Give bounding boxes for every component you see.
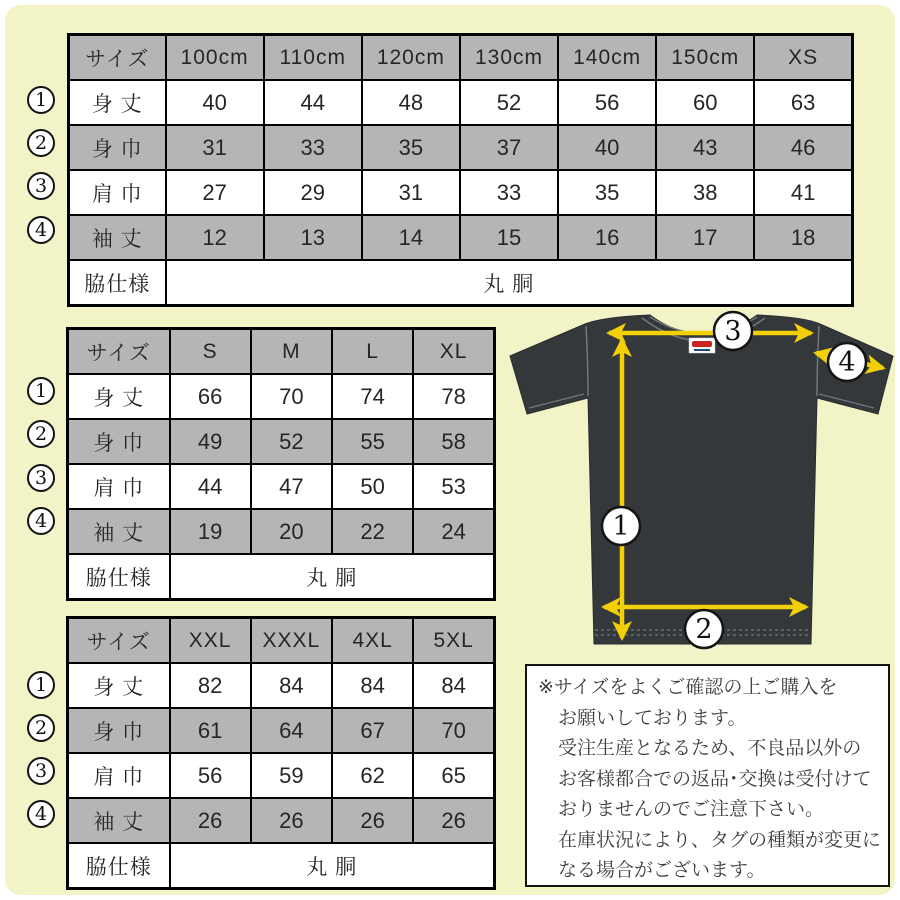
table-row: [68, 798, 495, 843]
brand-label-blue-mark: [694, 349, 710, 351]
value-cell: 61: [170, 708, 251, 753]
value-cell: 26: [170, 798, 251, 843]
notice-line: なる場合がございます。: [558, 860, 766, 881]
header-cell: 140cm: [558, 35, 656, 81]
notice-line: 受注生産となるため、不良品以外の: [558, 738, 862, 759]
value-cell: 49: [170, 419, 251, 464]
callout-circle-2: 2: [27, 714, 55, 742]
row-label-cell: 身 丈: [69, 80, 166, 125]
table-footer-row: [69, 260, 853, 306]
row-label-cell: 身 巾: [69, 125, 166, 170]
value-cell: 84: [332, 663, 413, 708]
value-cell: 17: [656, 215, 754, 260]
footer-label-cell: 脇仕様: [69, 260, 166, 306]
table-row: [68, 464, 495, 509]
header-cell: S: [170, 329, 251, 375]
callout-circle-3: 3: [27, 172, 55, 200]
callout-circle-3: 3: [27, 757, 55, 785]
header-cell: XL: [413, 329, 494, 375]
table-row: [68, 374, 495, 419]
table-row: [69, 125, 853, 170]
tshirt-diagram: [505, 308, 897, 656]
table-row: [68, 509, 495, 554]
footer-label-cell: 脇仕様: [68, 554, 170, 600]
value-cell: 38: [656, 170, 754, 215]
value-cell: 46: [754, 125, 852, 170]
row-label-cell: 肩 巾: [68, 464, 170, 509]
value-cell: 60: [656, 80, 754, 125]
diagram-callout-4: 4: [838, 347, 856, 378]
table-header-row: [69, 35, 853, 81]
row-label-cell: 袖 丈: [69, 215, 166, 260]
diagram-callout-1: 1: [612, 511, 630, 542]
brand-label-red-mark: [692, 341, 712, 347]
notice-line: 在庫状況により、タグの種類が変更に: [558, 829, 882, 851]
value-cell: 40: [558, 125, 656, 170]
header-cell: 150cm: [656, 35, 754, 81]
header-cell: 120cm: [362, 35, 460, 81]
callout-circle-3: 3: [27, 464, 55, 492]
value-cell: 64: [251, 708, 332, 753]
value-cell: 59: [251, 753, 332, 798]
value-cell: 31: [166, 125, 264, 170]
value-cell: 19: [170, 509, 251, 554]
value-cell: 48: [362, 80, 460, 125]
size-table-kids: [67, 33, 854, 307]
table-row: [69, 215, 853, 260]
value-cell: 12: [166, 215, 264, 260]
value-cell: 26: [332, 798, 413, 843]
header-cell: 4XL: [332, 618, 413, 664]
callout-circle-2: 2: [27, 420, 55, 448]
callout-circle-4: 4: [27, 216, 55, 244]
size-table-adult: [66, 327, 496, 601]
row-label-cell: 身 丈: [68, 663, 170, 708]
value-cell: 65: [413, 753, 494, 798]
value-cell: 33: [460, 170, 558, 215]
value-cell: 40: [166, 80, 264, 125]
row-label-cell: 肩 巾: [69, 170, 166, 215]
table-footer-row: [68, 554, 495, 600]
diagram-callout-3: 3: [724, 316, 742, 347]
value-cell: 35: [558, 170, 656, 215]
callout-circle-1: 1: [27, 671, 55, 699]
table-row: [69, 170, 853, 215]
value-cell: 13: [264, 215, 362, 260]
notice-line: おりませんのでご注意下さい。: [558, 799, 825, 820]
value-cell: 70: [251, 374, 332, 419]
value-cell: 37: [460, 125, 558, 170]
value-cell: 35: [362, 125, 460, 170]
table-row: [69, 80, 853, 125]
value-cell: 63: [754, 80, 852, 125]
notice-box: [525, 664, 890, 887]
value-cell: 26: [413, 798, 494, 843]
value-cell: 43: [656, 125, 754, 170]
row-label-cell: 身 丈: [68, 374, 170, 419]
value-cell: 44: [264, 80, 362, 125]
callout-circle-4: 4: [27, 800, 55, 828]
header-cell: L: [332, 329, 413, 375]
footer-value-cell: 丸 胴: [170, 843, 495, 889]
notice-line: お願いしております。: [558, 707, 747, 729]
row-label-cell: 袖 丈: [68, 509, 170, 554]
value-cell: 84: [251, 663, 332, 708]
header-cell: サイズ: [69, 35, 166, 81]
header-cell: XS: [754, 35, 852, 81]
callout-circle-4: 4: [27, 507, 55, 535]
row-label-cell: 袖 丈: [68, 798, 170, 843]
header-cell: サイズ: [68, 618, 170, 664]
value-cell: 78: [413, 374, 494, 419]
row-label-cell: 身 巾: [68, 708, 170, 753]
header-cell: M: [251, 329, 332, 375]
value-cell: 53: [413, 464, 494, 509]
table-row: [68, 753, 495, 798]
value-cell: 16: [558, 215, 656, 260]
value-cell: 47: [251, 464, 332, 509]
size-table-big: [66, 616, 496, 890]
value-cell: 22: [332, 509, 413, 554]
page-background: [5, 5, 895, 895]
value-cell: 56: [558, 80, 656, 125]
header-cell: 130cm: [460, 35, 558, 81]
table-row: [68, 663, 495, 708]
value-cell: 44: [170, 464, 251, 509]
table-header-row: [68, 618, 495, 664]
value-cell: 52: [460, 80, 558, 125]
value-cell: 18: [754, 215, 852, 260]
value-cell: 66: [170, 374, 251, 419]
value-cell: 14: [362, 215, 460, 260]
value-cell: 26: [251, 798, 332, 843]
value-cell: 15: [460, 215, 558, 260]
value-cell: 33: [264, 125, 362, 170]
footer-value-cell: 丸 胴: [166, 260, 853, 306]
value-cell: 58: [413, 419, 494, 464]
value-cell: 52: [251, 419, 332, 464]
callout-circle-2: 2: [27, 129, 55, 157]
footer-label-cell: 脇仕様: [68, 843, 170, 889]
notice-line: お客様都合での返品･交換は受付けて: [558, 768, 872, 790]
row-label-cell: 身 巾: [68, 419, 170, 464]
value-cell: 56: [170, 753, 251, 798]
footer-value-cell: 丸 胴: [170, 554, 495, 600]
value-cell: 24: [413, 509, 494, 554]
value-cell: 50: [332, 464, 413, 509]
value-cell: 70: [413, 708, 494, 753]
header-cell: XXL: [170, 618, 251, 664]
value-cell: 27: [166, 170, 264, 215]
notice-line: ※サイズをよくご確認の上ご購入を: [538, 677, 838, 698]
value-cell: 62: [332, 753, 413, 798]
value-cell: 67: [332, 708, 413, 753]
table-header-row: [68, 329, 495, 375]
table-footer-row: [68, 843, 495, 889]
header-cell: 110cm: [264, 35, 362, 81]
value-cell: 55: [332, 419, 413, 464]
value-cell: 84: [413, 663, 494, 708]
table-row: [68, 708, 495, 753]
diagram-callout-2: 2: [695, 614, 713, 645]
value-cell: 20: [251, 509, 332, 554]
value-cell: 82: [170, 663, 251, 708]
value-cell: 74: [332, 374, 413, 419]
value-cell: 31: [362, 170, 460, 215]
table-row: [68, 419, 495, 464]
value-cell: 29: [264, 170, 362, 215]
callout-circle-1: 1: [27, 86, 55, 114]
header-cell: XXXL: [251, 618, 332, 664]
value-cell: 41: [754, 170, 852, 215]
header-cell: サイズ: [68, 329, 170, 375]
callout-circle-1: 1: [27, 377, 55, 405]
header-cell: 100cm: [166, 35, 264, 81]
header-cell: 5XL: [413, 618, 494, 664]
row-label-cell: 肩 巾: [68, 753, 170, 798]
